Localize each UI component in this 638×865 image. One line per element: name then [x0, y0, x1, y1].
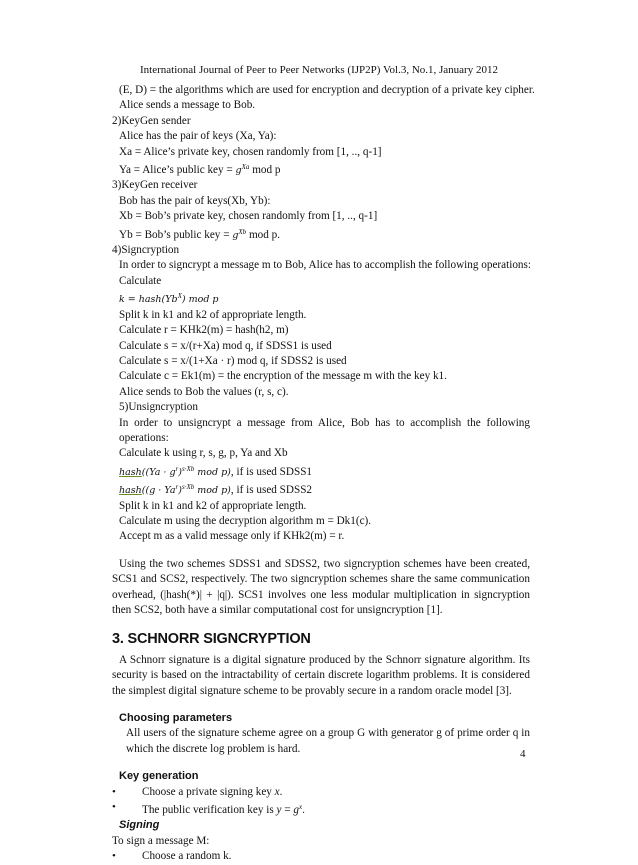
journal-header: International Journal of Peer to Peer Networks (IJP2P) Vol.3, No.1, January 2012 — [140, 64, 498, 76]
text-line: Alice sends a message to Bob. — [119, 99, 256, 112]
text-line: Calculate r = KHk2(m) = hash(h2, m) — [119, 324, 289, 337]
spacer — [112, 699, 530, 711]
text-line: Calculate k using r, s, g, p, Ya and Xb — [119, 447, 288, 460]
bullet-icon: • — [112, 785, 116, 798]
text-line: Split k in k1 and k2 of appropriate length. — [119, 499, 307, 512]
formula-line: hash((Ya · $g^r)^{s\cdot Xb}$ mod p), if is used SDSS1 — [119, 464, 313, 478]
list-item: • The public verification key is $y = g^x$. — [112, 800, 530, 818]
paragraph-schnorr: A Schnorr signature is a digital signature produced by the Schnorr signature algorithm. Its security is based on the intractability of certain discrete logarithm problems. It is considered the simplest digital signature scheme to be provably secure in a random oracle model [3]. — [112, 653, 530, 697]
formula-line: Yb = Bob’s public key = $g^{Xb}$ mod p. — [119, 227, 281, 241]
text-line: Bob has the pair of keys(Xb, Yb): — [119, 194, 271, 207]
text-line: Alice has the pair of keys (Xa, Ya): — [119, 130, 277, 143]
list-item: • Choose a random k. — [112, 849, 530, 864]
formula-line: hash((g · $Ya^r)^{s\cdot Xb}$ mod p), if is used SDSS2 — [119, 483, 313, 497]
section-heading: 3. SCHNORR SIGNCRYPTION — [112, 631, 311, 648]
text-paragraph: In order to unsigncrypt a message from Alice, Bob has to accomplish the following operations: — [119, 416, 530, 444]
formula-line: Ya = Alice’s public key = $g^{Xa}$ mod p — [119, 163, 281, 177]
text-line: In order to signcrypt a message m to Bob, Alice has to accomplish the following operations: — [119, 259, 531, 272]
text-line: Split k in k1 and k2 of appropriate length. — [119, 308, 307, 321]
spacer — [112, 545, 530, 557]
text-line: 5)Unsigncryption — [119, 401, 198, 414]
text-line: Calculate m using the decryption algorithm m = Dk1(c). — [119, 514, 372, 527]
text-line: Calculate c = Ek1(m) = the encryption of the message m with the key k1. — [119, 370, 447, 383]
page-body — [112, 83, 535, 865]
text-line: Calculate — [119, 274, 162, 287]
text-line: 3)KeyGen receiver — [112, 179, 198, 192]
text-line: Calculate s = x/(1+Xa · r) mod q, if SDSS2 is used — [119, 354, 347, 367]
list-item: • Choose a private signing key x. — [112, 785, 530, 800]
text-line: (E, D) = the algorithms which are used for encryption and decryption of a private key cipher. — [119, 84, 535, 96]
text-line: Xb = Bob’s private key, chosen randomly from [1, .., q-1] — [119, 210, 378, 223]
text-line: To sign a message M: — [112, 834, 210, 847]
bullet-icon: • — [112, 801, 116, 814]
text-line: Alice sends to Bob the values (r, s, c). — [119, 385, 289, 398]
text-line: 2)KeyGen sender — [112, 114, 191, 127]
spacer — [112, 757, 530, 769]
bullet-icon: • — [112, 850, 116, 863]
text-line: Xa = Alice’s private key, chosen randomly from [1, .., q-1] — [119, 145, 382, 158]
formula-line: $k = hash(Yb^X)$ mod p — [119, 292, 219, 306]
subheading-keygen: Key generation — [119, 770, 199, 783]
subheading-parameters: Choosing parameters — [119, 712, 233, 725]
page-number: 4 — [520, 748, 526, 760]
paragraph-schemes: Using the two schemes SDSS1 and SDSS2, two signcryption schemes have been created, SCS1 and SCS2, respectively. The two signcryption schemes share the same communication overhead, (|hash(*)| + |q|). SCS1 involves one less modular multiplication in signcryption then SCS2, both have a similar computational cost for unsigncryption [1]. — [112, 557, 530, 616]
text-line: Accept m as a valid message only if KHk2(m) = r. — [119, 530, 345, 543]
paragraph-parameters: All users of the signature scheme agree on a group G with generator g of prime order q in which the discrete log problem is hard. — [126, 727, 530, 755]
subheading-signing: Signing — [119, 819, 160, 832]
text-line: Calculate s = x/(r+Xa) mod q, if SDSS1 is used — [119, 339, 332, 352]
text-line: 4)Signcryption — [112, 244, 180, 257]
